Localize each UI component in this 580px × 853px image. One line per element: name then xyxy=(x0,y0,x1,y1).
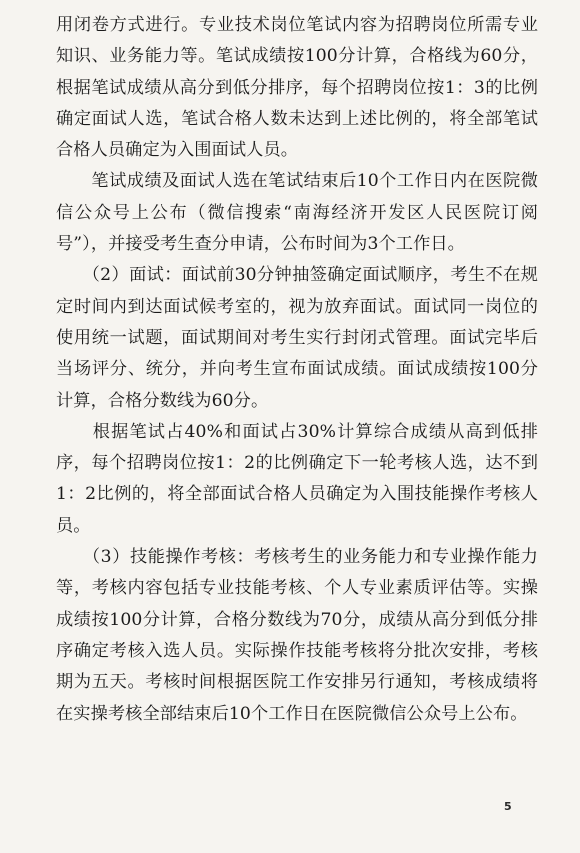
paragraph-skill-assessment: （3）技能操作考核：考核考生的业务能力和专业操作能力等，考核内容包括专业技能考核、个人专业素质评估等。实操成绩按100分计算，合格分数线为70分，成绩从高分到低分排序确定考核入选人员。实际操作技能考核将分批次安排，考核期为五天。考核时间根据医院工作安排另行通知，考核成绩将在实操考核全部结束后10个工作日在医院微信公众号上公布。 xyxy=(56,547,538,724)
document-body xyxy=(56,10,538,730)
page-number: 5 xyxy=(504,800,512,813)
paragraph-combined-score: 根据笔试占40%和面试占30%计算综合成绩从高到低排序，每个招聘岗位按1：2的比例确定下一轮考核人选，达不到1：2比例的，将全部面试合格人员确定为入围技能操作考核人员。 xyxy=(56,421,538,536)
paragraph-interview: （2）面试：面试前30分钟抽签确定面试顺序，考生不在规定时间内到达面试候考室的，视为放弃面试。面试同一岗位的使用统一试题，面试期间对考生实行封闭式管理。面试完毕后当场评分、统分，并向考生宣布面试成绩。面试成绩按100分计算，合格分数线为60分。 xyxy=(56,265,538,411)
paragraph-written-exam-method: 用闭卷方式进行。专业技术岗位笔试内容为招聘岗位所需专业知识、业务能力等。笔试成绩按100分计算，合格线为60分，根据笔试成绩从高分到低分排序，每个招聘岗位按1：3的比例确定面试人选，笔试合格人数未达到上述比例的，将全部笔试合格人员确定为入围面试人员。 xyxy=(56,15,538,161)
paragraph-written-exam-results: 笔试成绩及面试人选在笔试结束后10个工作日内在医院微信公众号上公布（微信搜索“南海经济开发区人民医院订阅号”），并接受考生查分申请，公布时间为3个工作日。 xyxy=(56,171,538,255)
